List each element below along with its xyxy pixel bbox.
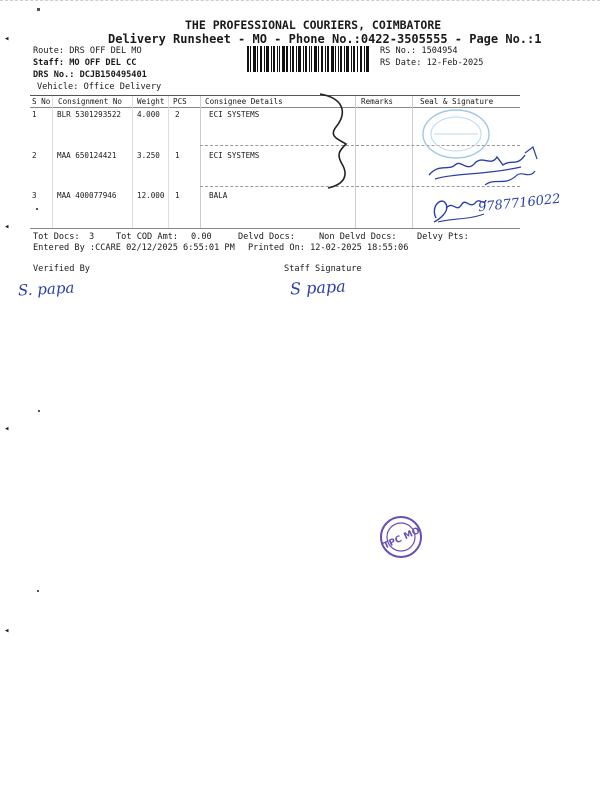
col-consignee: Consignee Details	[205, 97, 283, 106]
row-pcs: 2	[175, 110, 180, 119]
row-sno: 1	[32, 110, 37, 119]
verified-by-label: Verified By	[33, 264, 90, 274]
delvd-docs-label: Delvd Docs:	[238, 232, 295, 242]
rs-date: RS Date: 12-Feb-2025	[380, 58, 484, 68]
col-remarks: Remarks	[361, 97, 394, 106]
company-title: THE PROFESSIONAL COURIERS, COIMBATORE	[185, 18, 442, 32]
handwritten-phone-note: 9787716022	[477, 191, 562, 216]
tot-docs-value: 3	[89, 232, 95, 242]
row-pcs: 1	[175, 151, 180, 160]
col-weight: Weight	[137, 97, 165, 106]
row-consignee: BALA	[209, 191, 228, 200]
row-weight: 12.000	[137, 191, 165, 200]
runsheet-subtitle: Delivery Runsheet - MO - Phone No.:0422-3505555 - Page No.:1	[108, 32, 542, 46]
vehicle-info: Vehicle: Office Delivery	[37, 82, 162, 92]
handwritten-brace	[318, 92, 358, 192]
margin-arrow-3: ◂	[4, 424, 10, 434]
row-sno: 3	[32, 191, 37, 200]
office-round-stamp-icon	[378, 514, 424, 560]
scan-speck	[37, 8, 40, 11]
margin-arrow-2: ◂	[4, 222, 10, 232]
col-sep	[168, 96, 169, 228]
entered-by: Entered By :CCARE 02/12/2025 6:55:01 PM	[33, 243, 235, 253]
row-consignment: MAA 400077946	[57, 191, 117, 200]
delvy-pts-label: Delvy Pts:	[417, 232, 469, 242]
verifier-signature: S. papa	[17, 278, 75, 300]
rs-number: RS No.: 1504954	[380, 46, 458, 56]
tot-cod-label: Tot COD Amt:	[116, 232, 179, 242]
route-info: Route: DRS OFF DEL MO	[33, 46, 142, 56]
scan-speck	[36, 208, 38, 210]
barcode	[247, 46, 369, 72]
scan-speck	[38, 410, 40, 412]
non-delvd-docs-label: Non Delvd Docs:	[319, 232, 397, 242]
row-consignment: MAA 650124421	[57, 151, 117, 160]
col-seal: Seal & Signature	[420, 97, 494, 106]
delivery-signature-2	[425, 145, 555, 195]
staff-info: Staff: MO OFF DEL CC	[33, 58, 137, 68]
col-sep	[200, 96, 201, 228]
tot-cod-value: 0.00	[191, 232, 212, 242]
col-sep	[132, 96, 133, 228]
top-edge-line	[0, 0, 600, 1]
row-pcs: 1	[175, 191, 180, 200]
printed-on: Printed On: 12-02-2025 18:55:06	[248, 243, 409, 253]
staff-signature-label: Staff Signature	[284, 264, 362, 274]
row-weight: 4.000	[137, 110, 160, 119]
row-weight: 3.250	[137, 151, 160, 160]
row-sno: 2	[32, 151, 37, 160]
staff-signature: S papa	[289, 276, 347, 299]
margin-arrow-4: ◂	[4, 626, 10, 636]
col-sep	[52, 96, 53, 228]
row-consignee: ECI SYSTEMS	[209, 110, 260, 119]
stamp-text: TPC MO	[382, 526, 422, 552]
col-consignment: Consignment No	[58, 97, 123, 106]
col-sep	[412, 96, 413, 228]
margin-arrow-1: ◂	[4, 34, 10, 44]
col-pcs: PCS	[173, 97, 187, 106]
drs-number: DRS No.: DCJB150495401	[33, 70, 147, 80]
table-top-rule	[30, 95, 520, 96]
scan-speck	[37, 590, 39, 592]
tot-docs-label: Tot Docs:	[33, 232, 80, 242]
col-sno: S No	[32, 97, 51, 106]
table-bottom-rule	[30, 228, 520, 229]
row-consignee: ECI SYSTEMS	[209, 151, 260, 160]
row-consignment: BLR 5301293522	[57, 110, 122, 119]
